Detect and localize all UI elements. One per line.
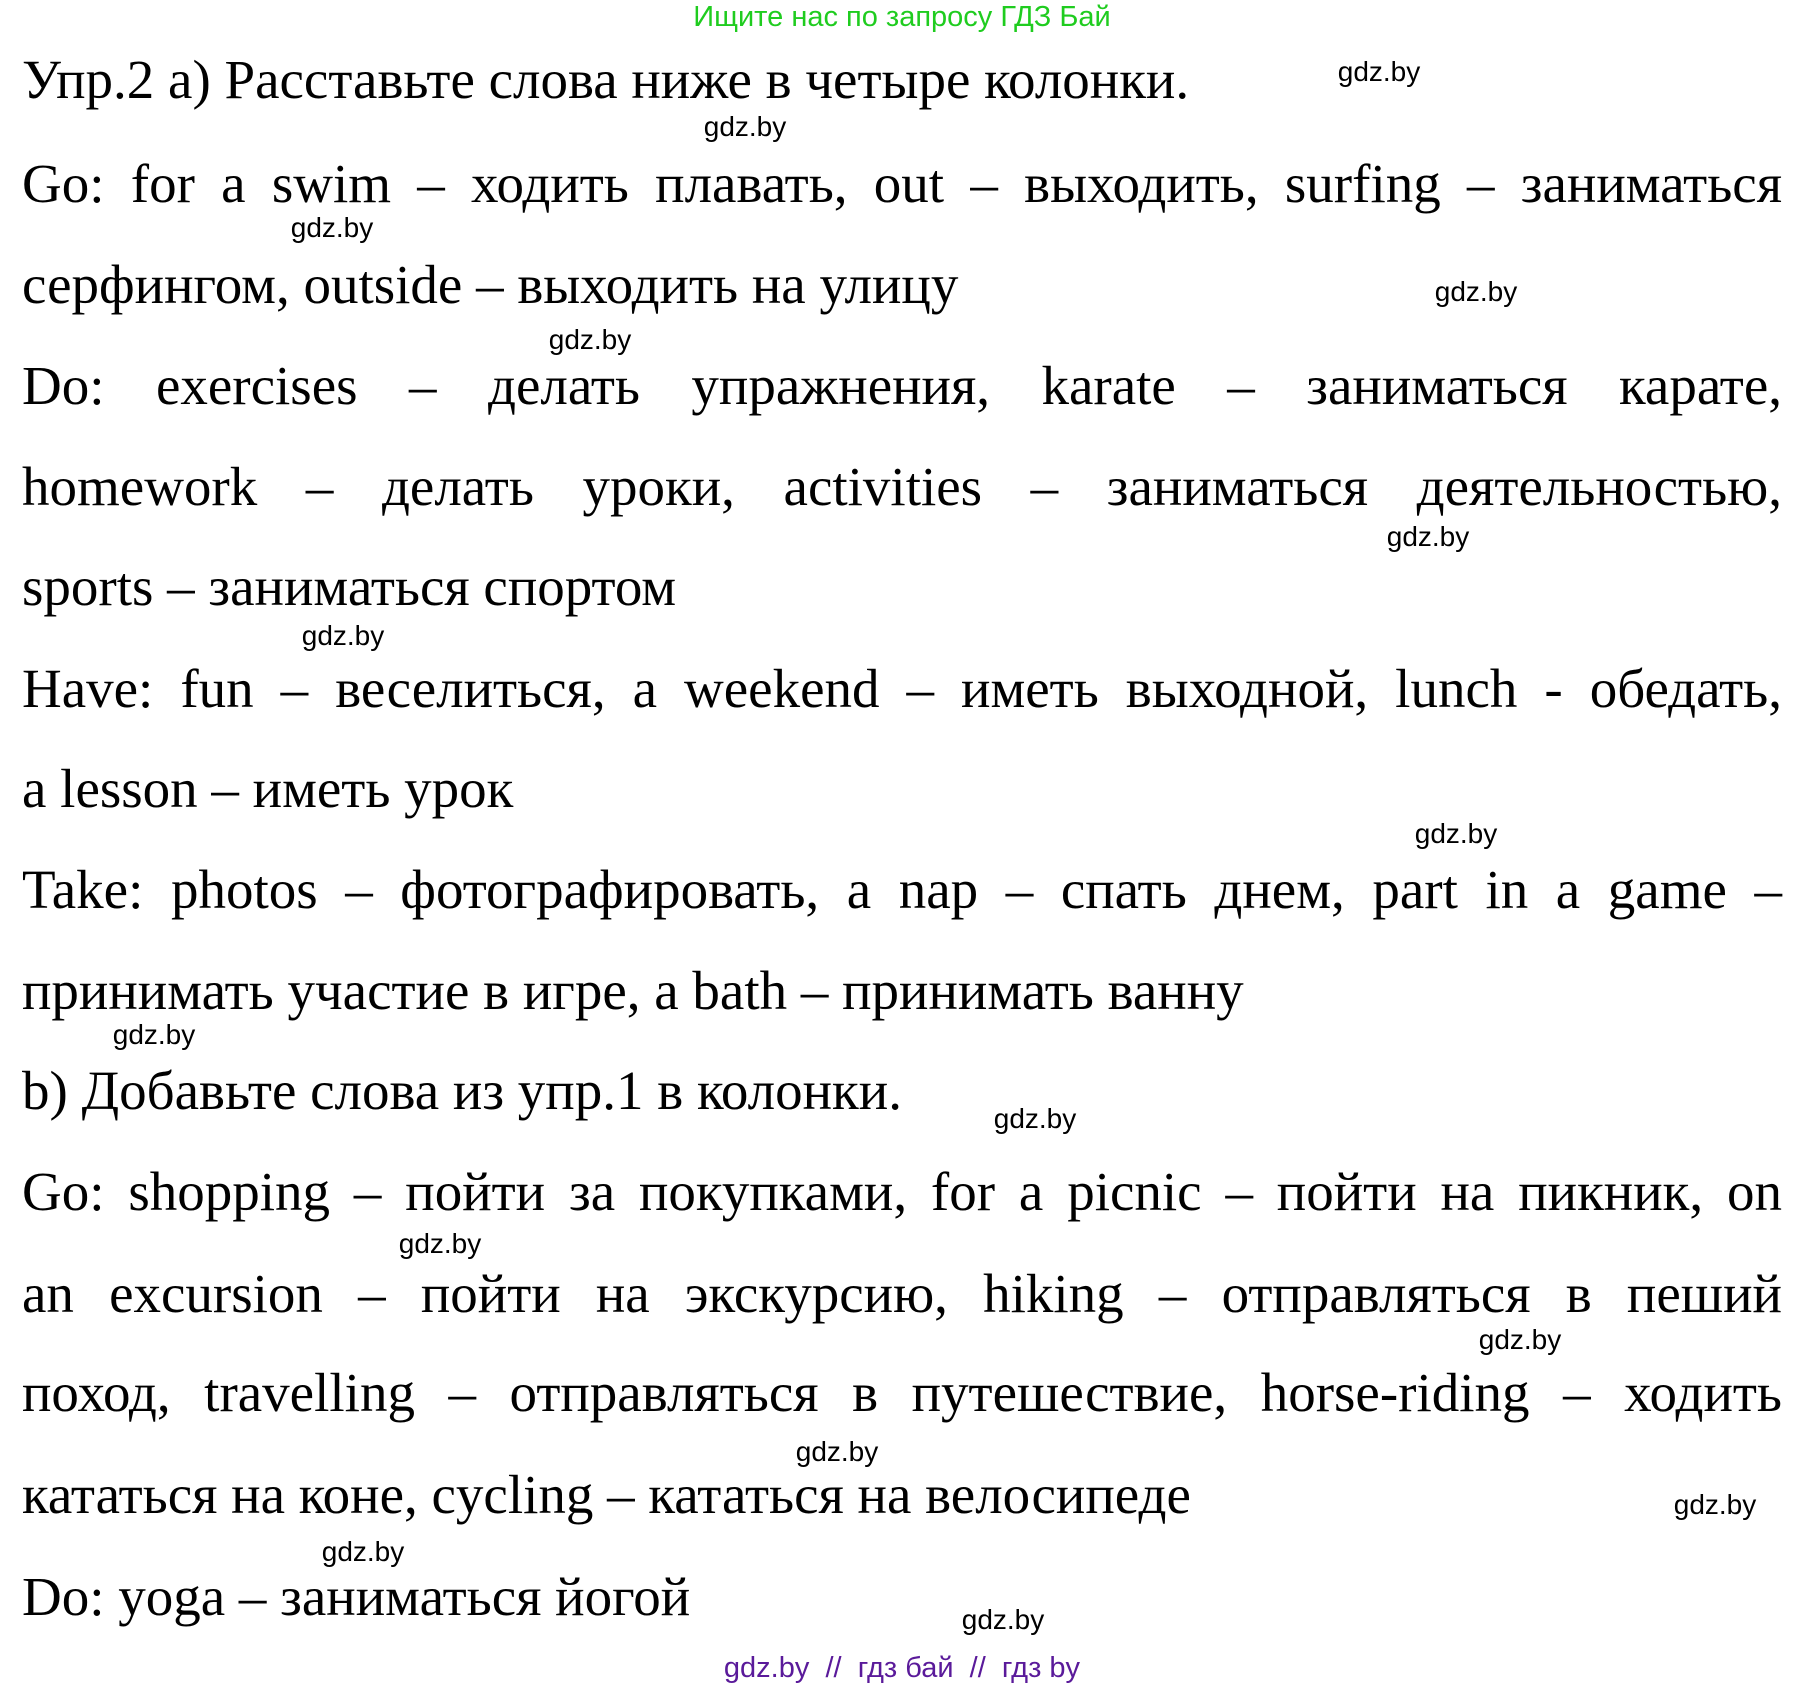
- watermark: gdz.by: [1386, 521, 1470, 552]
- watermark: gdz.by: [961, 1604, 1045, 1635]
- text-line: Go: for a swim – ходить плавать, out – выходить, surfing – заниматься: [22, 153, 1782, 214]
- watermark: gdz.by: [1434, 276, 1518, 307]
- text-line: принимать участие в игре, a bath – принимать ванну: [22, 960, 1244, 1021]
- watermark: gdz.by: [795, 1436, 879, 1467]
- watermark: gdz.by: [112, 1019, 196, 1050]
- text-line: Go: shopping – пойти за покупками, for a picnic – пойти на пикник, on: [22, 1161, 1782, 1222]
- exercise-title: Упр.2 a) Расставьте слова ниже в четыре колонки.: [22, 49, 1190, 110]
- text-line: Have: fun – веселиться, a weekend – иметь выходной, lunch - обедать,: [22, 658, 1782, 719]
- watermark: gdz.by: [1673, 1489, 1757, 1520]
- watermark: gdz.by: [1337, 56, 1421, 87]
- site-banner: Ищите нас по запросу ГДЗ Бай: [693, 1, 1111, 33]
- text-line: Do: exercises – делать упражнения, karate – заниматься карате,: [22, 355, 1782, 416]
- text-line: поход, travelling – отправляться в путешествие, horse-riding – ходить: [22, 1362, 1782, 1423]
- watermark: gdz.by: [321, 1536, 405, 1567]
- watermark: gdz.by: [548, 324, 632, 355]
- text-line: sports – заниматься спортом: [22, 556, 677, 617]
- watermark: gdz.by: [703, 111, 787, 142]
- subtask-title: b) Добавьте слова из упр.1 в колонки.: [22, 1060, 902, 1121]
- watermark: gdz.by: [1478, 1324, 1562, 1355]
- text-line: an excursion – пойти на экскурсию, hiking – отправляться в пеший: [22, 1263, 1782, 1324]
- watermark: gdz.by: [398, 1228, 482, 1259]
- footer-links: gdz.by // гдз бай // гдз by: [723, 1652, 1081, 1684]
- watermark: gdz.by: [290, 212, 374, 243]
- text-line: homework – делать уроки, activities – заниматься деятельностью,: [22, 456, 1782, 517]
- text-line: a lesson – иметь урок: [22, 758, 514, 819]
- text-line: кататься на коне, cycling – кататься на велосипеде: [22, 1464, 1191, 1525]
- text-line: серфингом, outside – выходить на улицу: [22, 254, 959, 315]
- watermark: gdz.by: [993, 1103, 1077, 1134]
- text-line: Do: yoga – заниматься йогой: [22, 1566, 691, 1627]
- watermark: gdz.by: [1414, 818, 1498, 849]
- watermark: gdz.by: [301, 620, 385, 651]
- text-line: Take: photos – фотографировать, a nap – спать днем, part in a game –: [22, 859, 1782, 920]
